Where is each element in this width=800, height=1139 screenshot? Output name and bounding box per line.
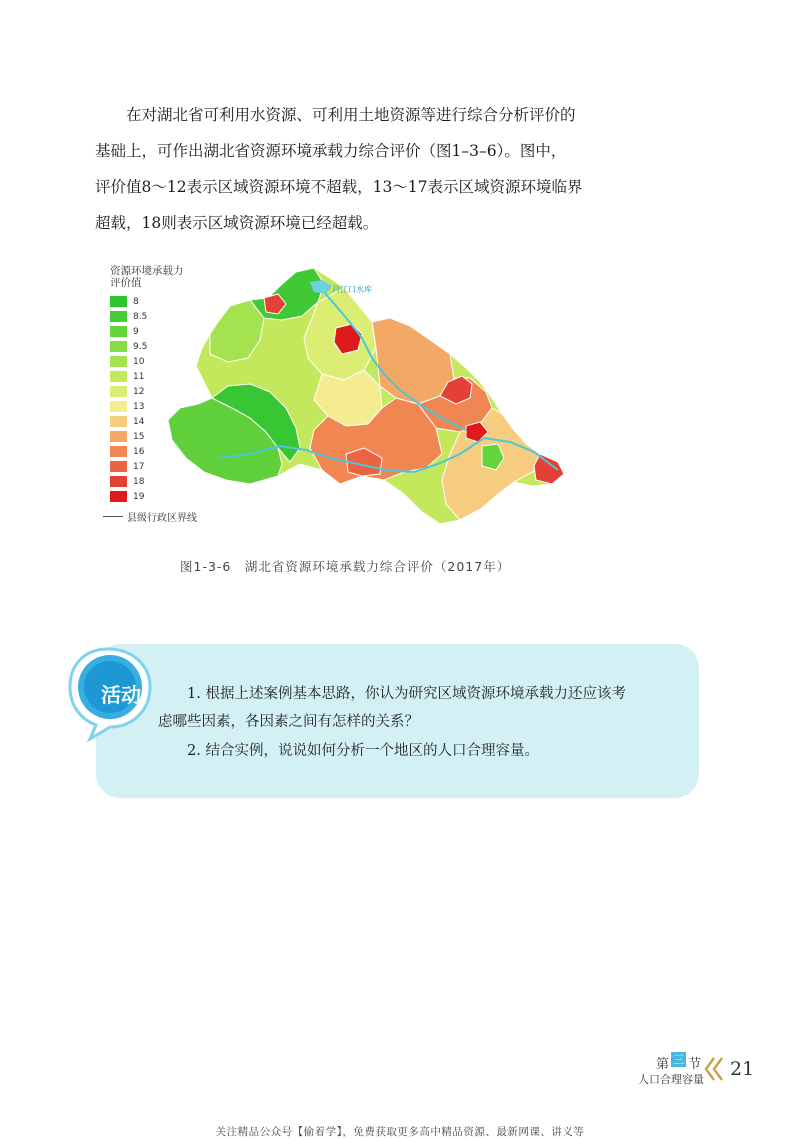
boundary-label: 县级行政区界线 — [127, 513, 197, 524]
activity-label: 活动 — [101, 683, 141, 707]
legend-item — [110, 354, 210, 369]
legend-items — [110, 294, 210, 504]
legend-item — [110, 339, 210, 354]
question-1-line-1: 1. 根据上述案例基本思路，你认为研究区域资源环境承载力还应该考 — [187, 686, 626, 702]
question-2: 2. 结合实例，说说如何分析一个地区的人口合理容量。 — [187, 743, 539, 759]
legend-label: 8 — [133, 296, 139, 307]
legend-item — [110, 444, 210, 459]
legend-swatch — [110, 341, 127, 352]
boundary-legend — [103, 509, 197, 524]
legend-label: 14 — [133, 416, 145, 427]
reservoir-label: 丹江口水库 — [332, 285, 372, 294]
question-1-line-2: 虑哪些因素，各因素之间有怎样的关系？ — [158, 714, 419, 730]
legend-label: 10 — [133, 356, 145, 367]
footer-watermark: 关注精品公众号【偷着学】，免费获取更多高中精品资源、最新网课、讲义等 — [215, 1126, 585, 1138]
body-line-1: 在对湖北省可利用水资源、可利用土地资源等进行综合分析评价的 — [126, 106, 576, 124]
legend-item — [110, 459, 210, 474]
legend-swatch — [110, 386, 127, 397]
legend-item — [110, 294, 210, 309]
legend-item — [110, 429, 210, 444]
legend-swatch — [110, 356, 127, 367]
legend-swatch — [110, 401, 127, 412]
section-suffix: 节 — [688, 1057, 702, 1072]
legend-swatch — [110, 416, 127, 427]
legend-label: 16 — [133, 446, 145, 457]
figure-caption: 图1-3-6 湖北省资源环境承载力综合评价（2017年） — [180, 559, 511, 574]
legend-label: 8.5 — [133, 311, 148, 322]
body-line-4: 超载，18则表示区域资源环境已经超载。 — [95, 214, 379, 232]
legend-swatch — [110, 461, 127, 472]
legend-title-line-1: 资源环境承载力 — [110, 265, 184, 277]
legend-swatch — [110, 431, 127, 442]
page-number: 21 — [730, 1058, 755, 1080]
legend-label: 9.5 — [133, 341, 148, 352]
legend-item — [110, 474, 210, 489]
legend-swatch — [110, 476, 127, 487]
legend-item — [110, 309, 210, 324]
section-prefix: 第 — [656, 1057, 670, 1072]
legend-label: 17 — [133, 461, 145, 472]
boundary-line-icon — [103, 516, 123, 517]
section-number-badge: 三 — [673, 1053, 684, 1066]
section-title: 人口合理容量 — [638, 1073, 704, 1086]
legend-label: 19 — [133, 491, 145, 502]
legend-item — [110, 369, 210, 384]
legend-title-line-2: 评价值 — [110, 277, 142, 289]
legend-item — [110, 414, 210, 429]
legend-label: 13 — [133, 401, 145, 412]
map-legend — [110, 265, 210, 504]
legend-label: 18 — [133, 476, 145, 487]
legend-swatch — [110, 311, 127, 322]
legend-item — [110, 489, 210, 504]
legend-swatch — [110, 371, 127, 382]
body-paragraph — [95, 97, 615, 241]
legend-label: 15 — [133, 431, 145, 442]
legend-item — [110, 324, 210, 339]
region-southeast-red — [534, 454, 564, 484]
chevron-left-icon — [700, 1052, 728, 1086]
legend-swatch — [110, 491, 127, 502]
legend-swatch — [110, 446, 127, 457]
legend-label: 9 — [133, 326, 139, 337]
legend-item — [110, 399, 210, 414]
body-line-3: 评价值8～12表示区域资源环境不超载，13～17表示区域资源环境临界 — [95, 178, 583, 196]
legend-item — [110, 384, 210, 399]
body-line-2: 基础上，可作出湖北省资源环境承载力综合评价（图1–3–6）。图中， — [95, 142, 567, 160]
legend-swatch — [110, 296, 127, 307]
legend-label: 11 — [133, 371, 145, 382]
legend-swatch — [110, 326, 127, 337]
legend-label: 12 — [133, 386, 145, 397]
